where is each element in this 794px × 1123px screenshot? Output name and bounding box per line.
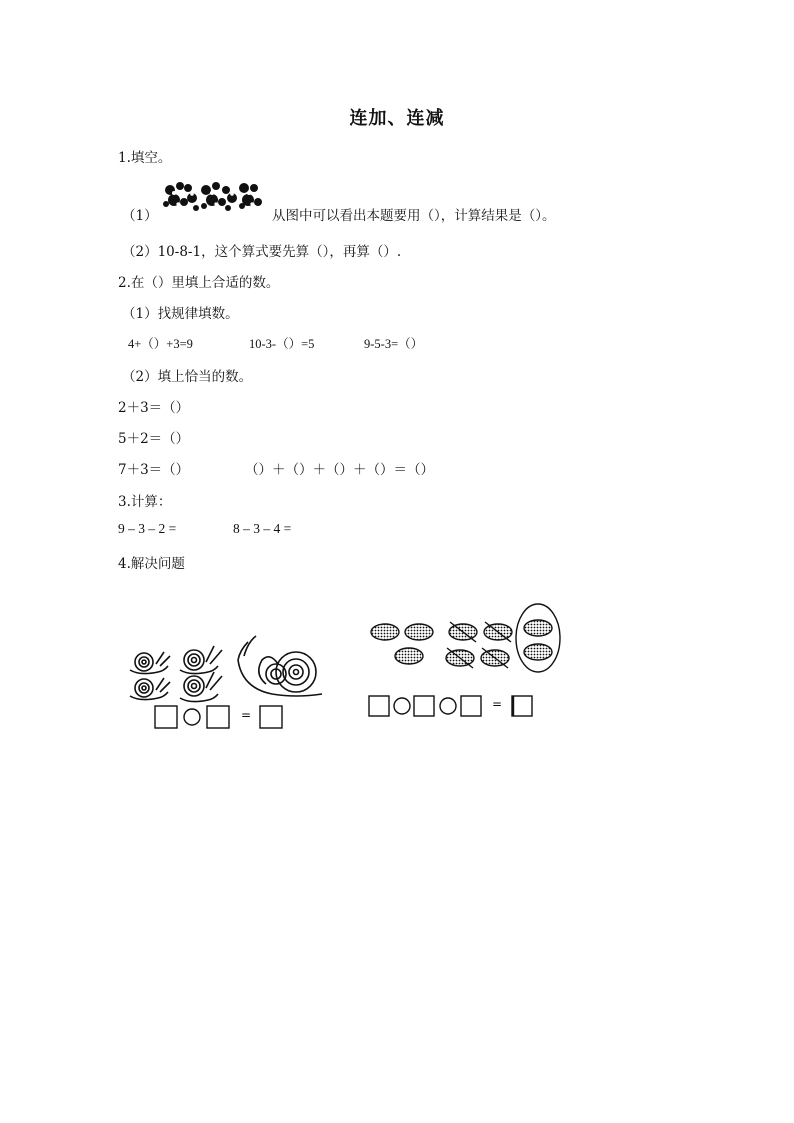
q4-heading: 4.解决问题 — [118, 556, 185, 572]
q2-eq3: 9-5-3=（） — [364, 337, 424, 351]
q2-sub2: （2）填上恰当的数。 — [122, 369, 253, 385]
snail-equals-sign: = — [241, 708, 252, 722]
q1-heading: 1.填空。 — [118, 150, 172, 166]
snail-equation — [150, 704, 290, 730]
q1-item2: （2）10-8-1，这个算式要先算（），再算（）. — [122, 244, 402, 260]
oval-equals-sign: = — [492, 697, 503, 711]
answer-box[interactable] — [414, 696, 434, 716]
operator-circle[interactable] — [394, 698, 410, 714]
operator-circle[interactable] — [184, 709, 200, 725]
page-title: 连加、连减 — [349, 108, 445, 129]
q2-row3-chain: （）＋（）＋（）＋（）＝（） — [245, 462, 434, 478]
snails-image — [126, 630, 326, 705]
answer-box[interactable] — [461, 696, 481, 716]
ovals-image — [368, 602, 568, 674]
q3-calc1: 9 – 3 – 2 = — [118, 521, 177, 536]
answer-box[interactable] — [155, 706, 177, 728]
q2-sub1: （1）找规律填数。 — [122, 306, 239, 322]
q3-heading: 3.计算： — [118, 494, 172, 510]
q3-calc2: 8 – 3 – 4 = — [233, 521, 292, 536]
q2-row3: 7＋3＝（） — [118, 462, 190, 478]
answer-box[interactable] — [369, 696, 389, 716]
panda-group-image — [160, 180, 270, 214]
answer-box[interactable] — [207, 706, 229, 728]
answer-box[interactable] — [260, 706, 282, 728]
operator-circle[interactable] — [440, 698, 456, 714]
q2-eq1: 4+（）+3=9 — [128, 337, 193, 351]
q2-row2: 5＋2＝（） — [118, 431, 190, 447]
answer-box[interactable] — [512, 696, 532, 716]
q1-item1-number: （1） — [122, 208, 158, 224]
q2-eq2: 10-3-（）=5 — [249, 337, 315, 351]
q2-heading: 2.在（）里填上合适的数。 — [118, 275, 280, 291]
q2-row1: 2＋3＝（） — [118, 400, 190, 416]
q1-item1-text: 从图中可以看出本题要用（），计算结果是（）。 — [272, 208, 556, 224]
oval-equation — [366, 694, 546, 720]
